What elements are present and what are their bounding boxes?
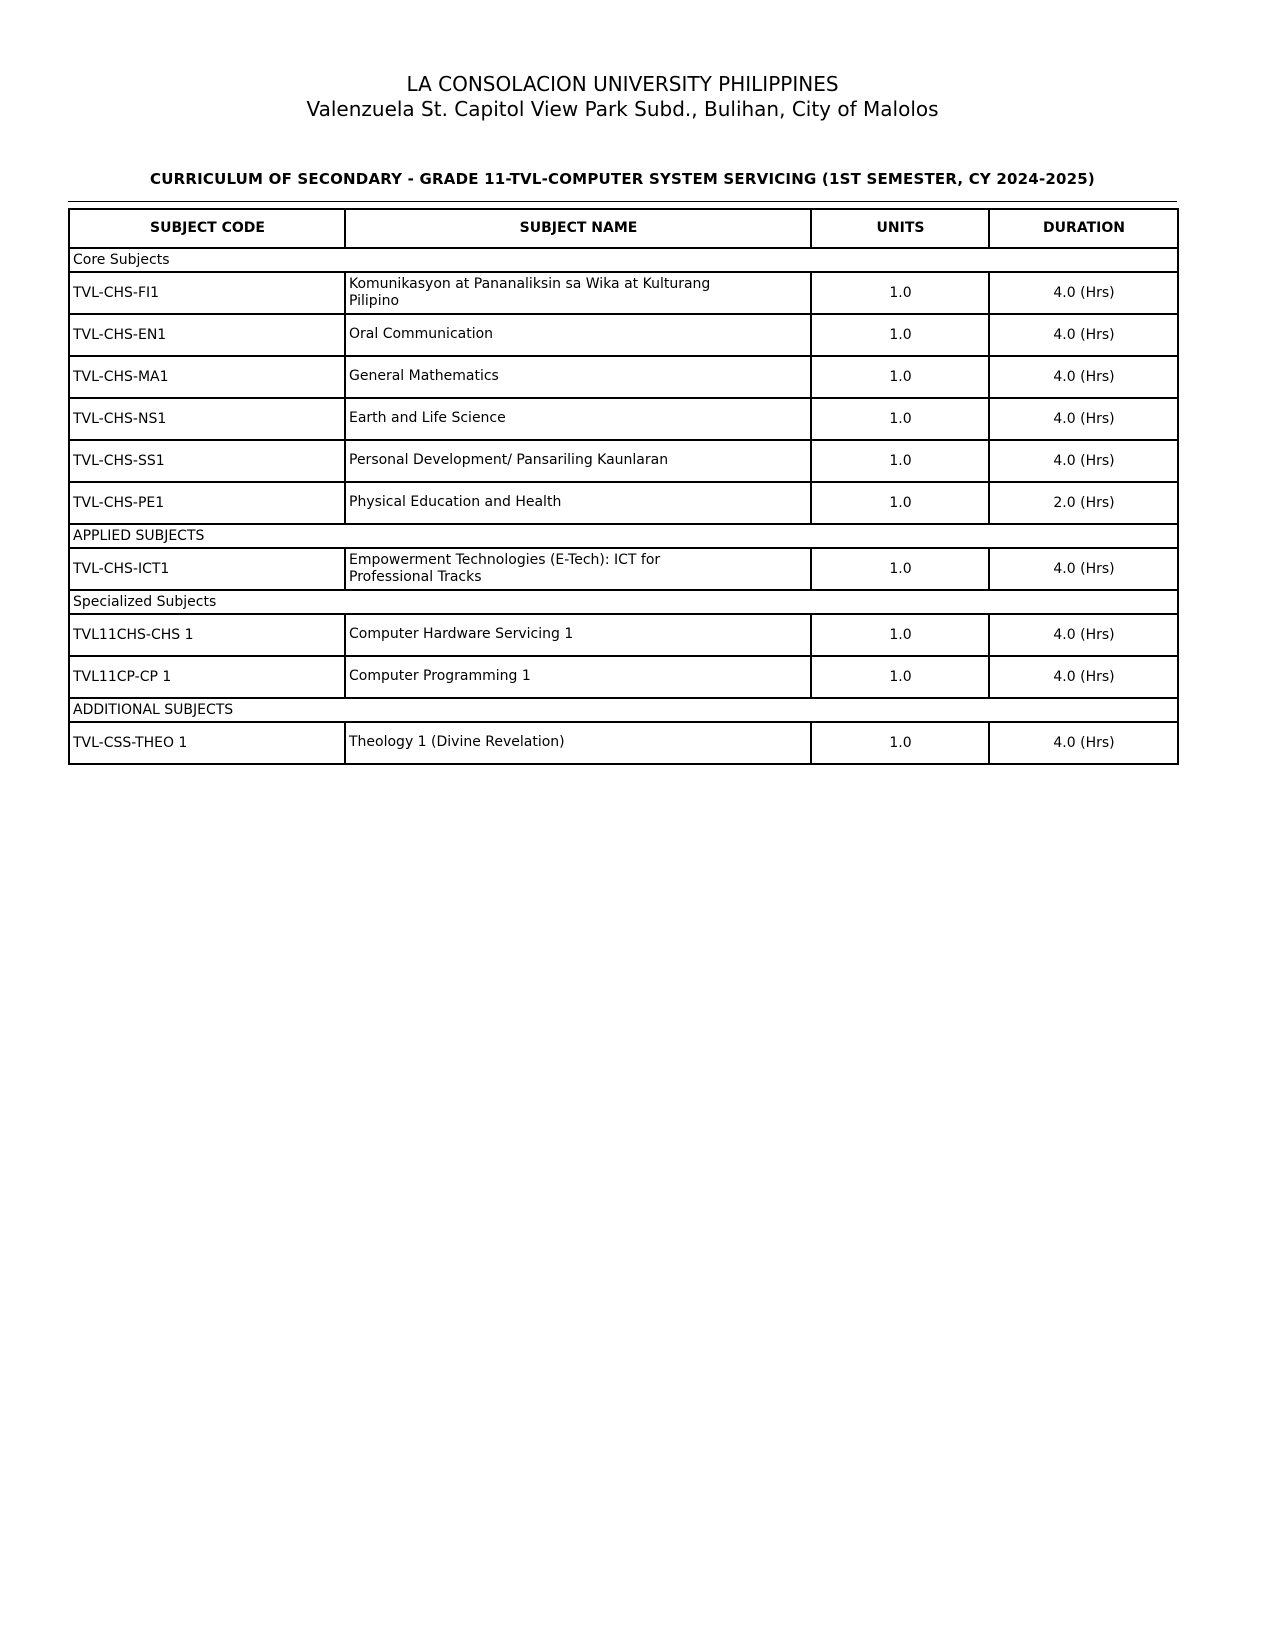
duration-cell: 4.0 (Hrs)	[989, 272, 1178, 314]
units-cell: 1.0	[811, 722, 989, 764]
subject-name-text: Physical Education and Health	[349, 494, 562, 511]
subject-name-text: General Mathematics	[349, 368, 499, 385]
subject-name-text: Earth and Life Science	[349, 410, 506, 427]
section-label: Core Subjects	[69, 248, 1178, 272]
subject-name-cell	[345, 656, 811, 698]
subject-name-text: Theology 1 (Divine Revelation)	[349, 734, 565, 751]
table-row	[69, 440, 1178, 482]
school-address: Valenzuela St. Capitol View Park Subd., Bulihan, City of Malolos	[306, 97, 939, 121]
section-label: APPLIED SUBJECTS	[69, 524, 1178, 548]
subject-code-cell: TVL11CHS-CHS 1	[69, 614, 345, 656]
curriculum-table-body	[69, 248, 1178, 764]
table-row	[69, 272, 1178, 314]
subject-name-cell	[345, 722, 811, 764]
table-row	[69, 548, 1178, 590]
units-cell: 1.0	[811, 356, 989, 398]
section-label: ADDITIONAL SUBJECTS	[69, 698, 1178, 722]
column-header-units: UNITS	[811, 209, 989, 248]
units-cell: 1.0	[811, 614, 989, 656]
subject-name-cell	[345, 614, 811, 656]
subject-name-cell	[345, 482, 811, 524]
subject-name-cell	[345, 272, 811, 314]
column-header-duration: DURATION	[989, 209, 1178, 248]
subject-name-text: Empowerment Technologies (E-Tech): ICT for Professional Tracks	[349, 552, 661, 585]
content-area	[68, 0, 1177, 765]
subject-name-text: Komunikasyon at Pananaliksin sa Wika at Kulturang Pilipino	[349, 276, 711, 309]
table-row	[69, 398, 1178, 440]
subject-name-text: Computer Programming 1	[349, 668, 531, 685]
column-header-subject-code: SUBJECT CODE	[69, 209, 345, 248]
section-row	[69, 698, 1178, 722]
subject-name-text: Computer Hardware Servicing 1	[349, 626, 574, 643]
units-cell: 1.0	[811, 314, 989, 356]
duration-cell: 4.0 (Hrs)	[989, 548, 1178, 590]
subject-code-cell: TVL-CSS-THEO 1	[69, 722, 345, 764]
subject-name-cell	[345, 440, 811, 482]
subject-name-text: Oral Communication	[349, 326, 494, 343]
subject-name-cell	[345, 548, 811, 590]
section-row	[69, 524, 1178, 548]
units-cell: 1.0	[811, 398, 989, 440]
duration-cell: 4.0 (Hrs)	[989, 656, 1178, 698]
subject-code-cell: TVL-CHS-NS1	[69, 398, 345, 440]
table-row	[69, 314, 1178, 356]
duration-cell: 2.0 (Hrs)	[989, 482, 1178, 524]
table-header-row	[69, 209, 1178, 248]
subject-code-cell: TVL-CHS-EN1	[69, 314, 345, 356]
section-label: Specialized Subjects	[69, 590, 1178, 614]
subject-code-cell: TVL-CHS-FI1	[69, 272, 345, 314]
curriculum-title: CURRICULUM OF SECONDARY - GRADE 11-TVL-COMPUTER SYSTEM SERVICING (1ST SEMESTER, CY 2024-2025)	[150, 170, 1095, 188]
duration-cell: 4.0 (Hrs)	[989, 440, 1178, 482]
column-header-subject-name: SUBJECT NAME	[345, 209, 811, 248]
subject-code-cell: TVL-CHS-MA1	[69, 356, 345, 398]
section-row	[69, 590, 1178, 614]
curriculum-table	[68, 208, 1179, 765]
table-row	[69, 722, 1178, 764]
units-cell: 1.0	[811, 482, 989, 524]
table-row	[69, 614, 1178, 656]
subject-code-cell: TVL-CHS-PE1	[69, 482, 345, 524]
section-row	[69, 248, 1178, 272]
letterhead	[68, 0, 1177, 122]
subject-code-cell: TVL-CHS-SS1	[69, 440, 345, 482]
subject-name-cell	[345, 398, 811, 440]
units-cell: 1.0	[811, 440, 989, 482]
curriculum-table-wrapper	[68, 201, 1177, 765]
school-name: LA CONSOLACION UNIVERSITY PHILIPPINES	[406, 72, 839, 96]
subject-code-cell: TVL-CHS-ICT1	[69, 548, 345, 590]
table-row	[69, 356, 1178, 398]
table-row	[69, 482, 1178, 524]
units-cell: 1.0	[811, 656, 989, 698]
subject-code-cell: TVL11CP-CP 1	[69, 656, 345, 698]
duration-cell: 4.0 (Hrs)	[989, 614, 1178, 656]
duration-cell: 4.0 (Hrs)	[989, 314, 1178, 356]
units-cell: 1.0	[811, 548, 989, 590]
table-row	[69, 656, 1178, 698]
duration-cell: 4.0 (Hrs)	[989, 722, 1178, 764]
subject-name-cell	[345, 314, 811, 356]
duration-cell: 4.0 (Hrs)	[989, 398, 1178, 440]
subject-name-text: Personal Development/ Pansariling Kaunlaran	[349, 452, 669, 469]
subject-name-cell	[345, 356, 811, 398]
duration-cell: 4.0 (Hrs)	[989, 356, 1178, 398]
units-cell: 1.0	[811, 272, 989, 314]
